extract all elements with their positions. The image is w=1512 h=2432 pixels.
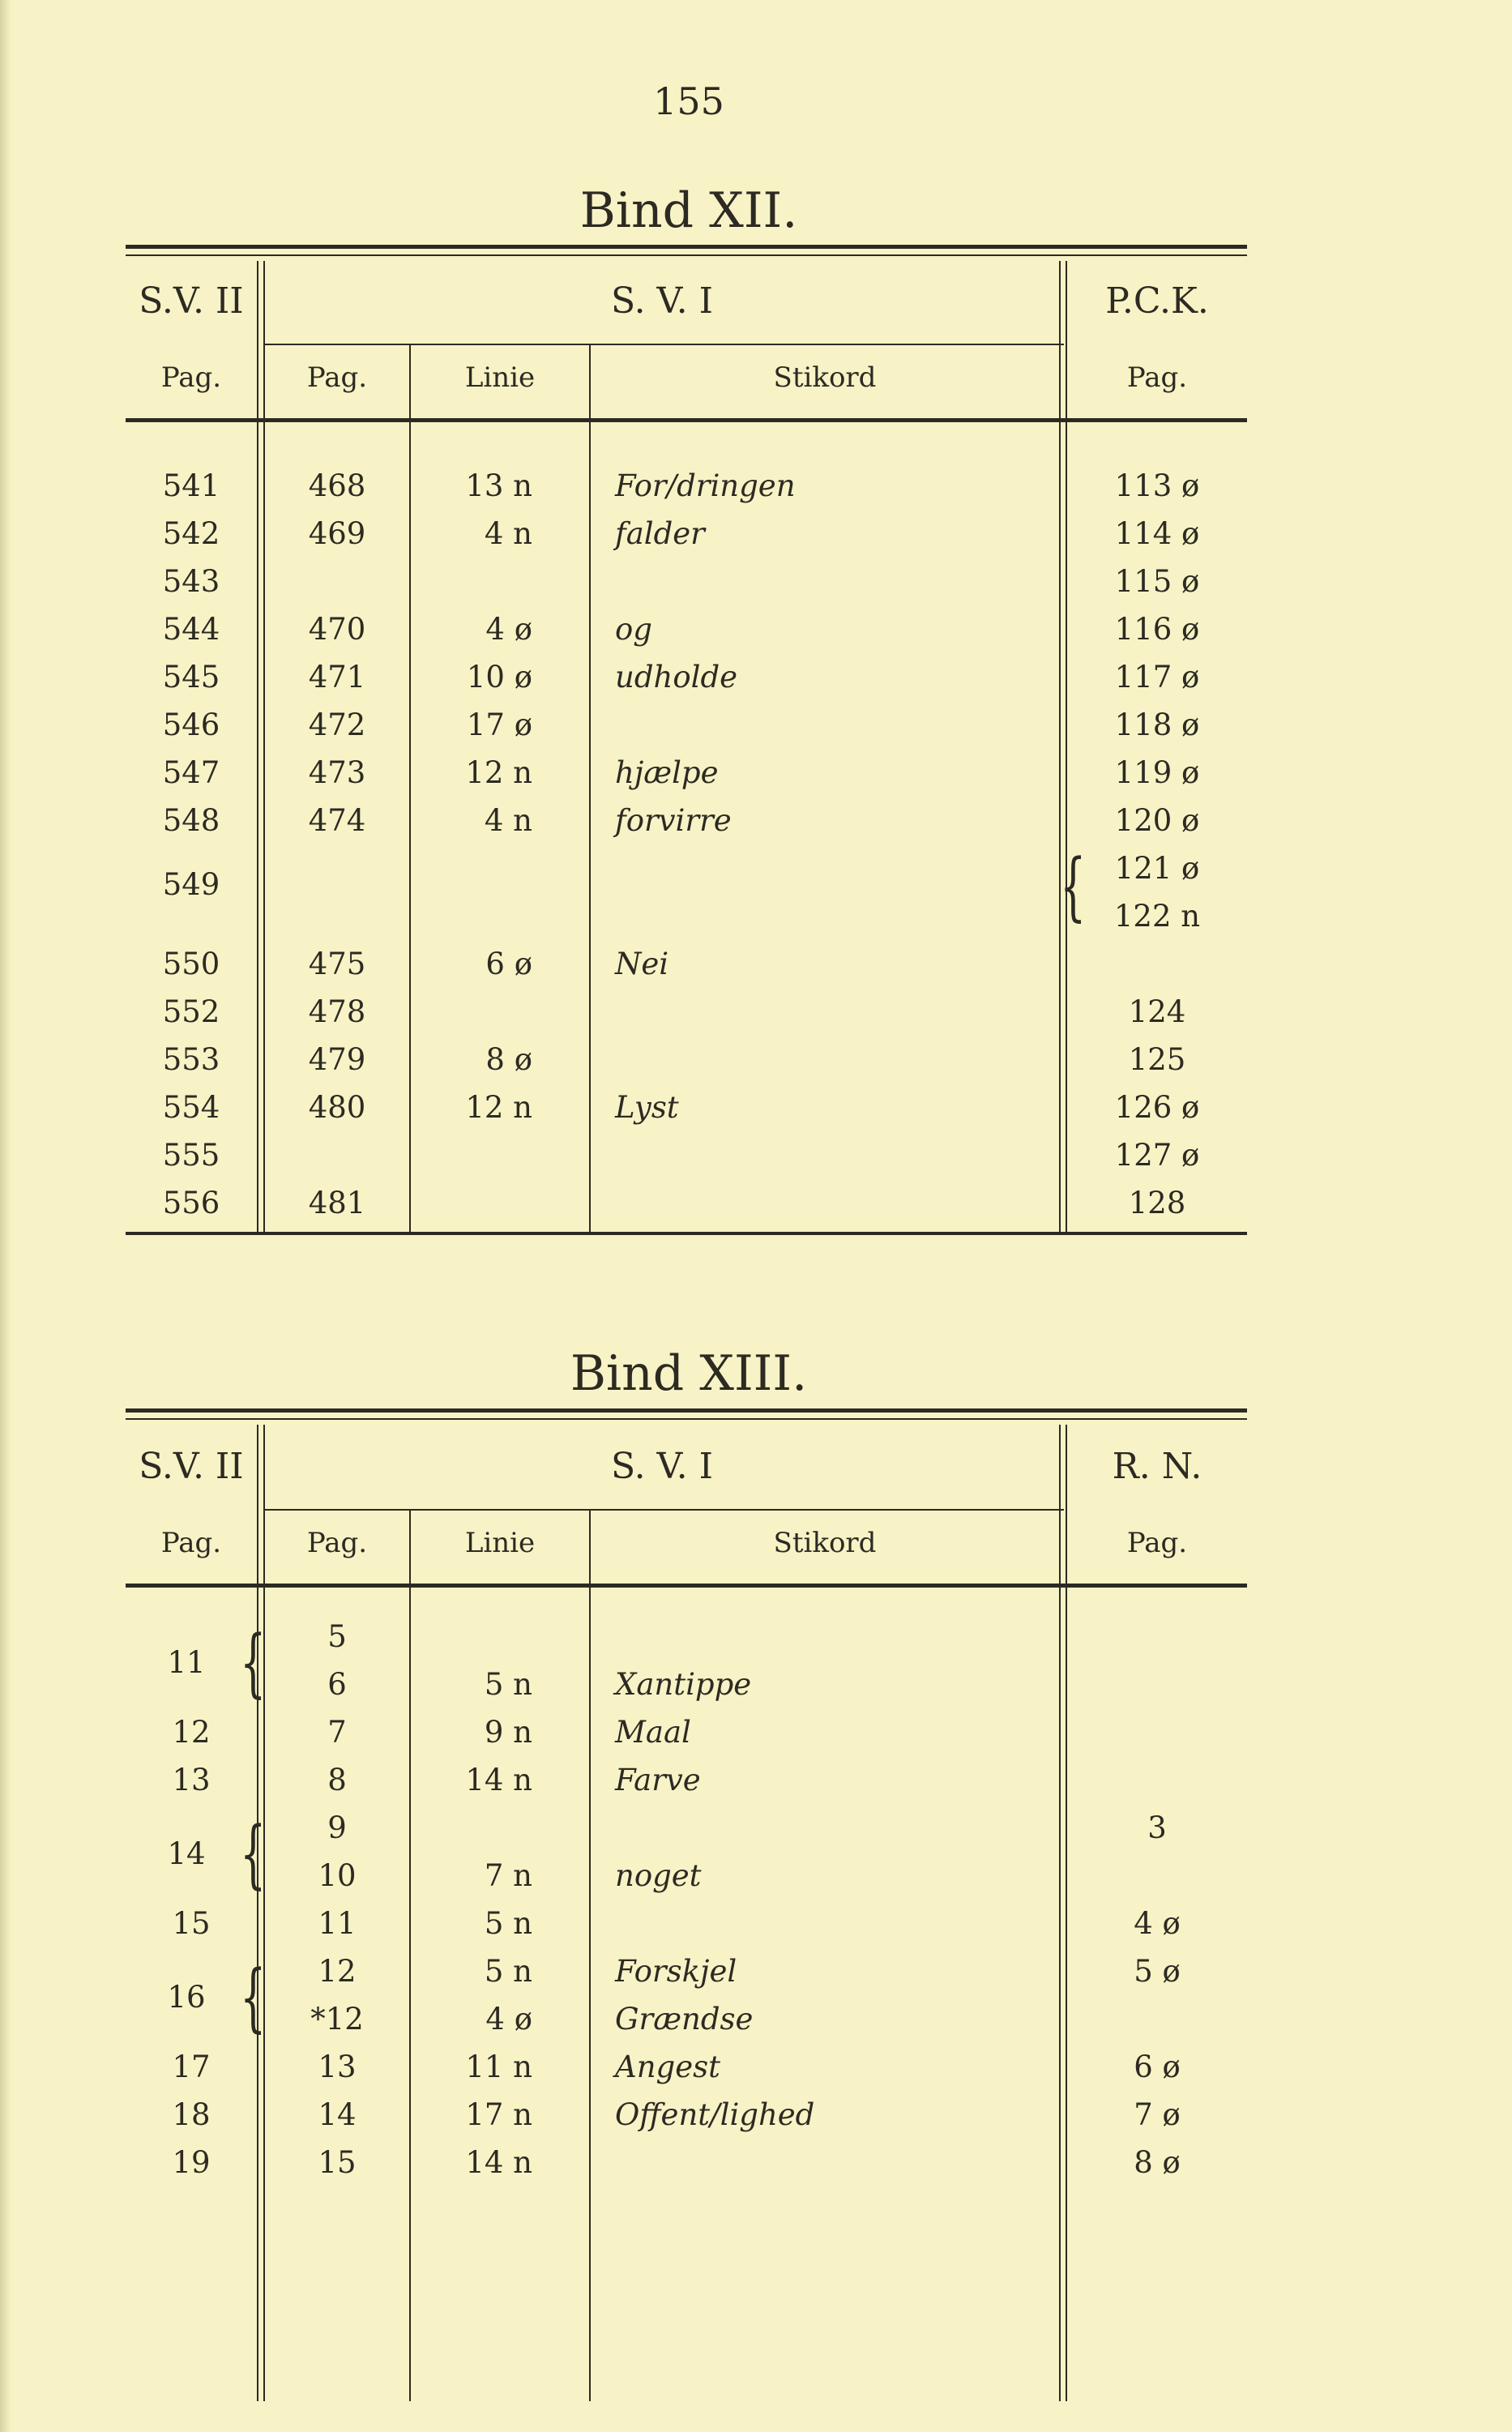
cell-linie: 5 n xyxy=(484,1667,532,1702)
cell-pag-right: 124 xyxy=(1128,994,1186,1029)
cell-linie: 7 n xyxy=(484,1858,532,1893)
col-header-linie: Linie xyxy=(464,1527,536,1559)
cell-sv1-pag: 479 xyxy=(308,1042,366,1077)
cell-sv1-pag: 7 xyxy=(327,1715,347,1750)
cell-sv2-pag: 543 xyxy=(162,564,220,599)
col-header-pag: Pag. xyxy=(306,361,368,394)
col-header-linie: Linie xyxy=(464,361,536,394)
cell-sv1-pag: 480 xyxy=(308,1090,366,1125)
cell-stikord: Maal xyxy=(615,1715,691,1750)
cell-linie: 4 n xyxy=(484,516,532,551)
cell-sv1-pag: 475 xyxy=(308,947,366,981)
merged-row-label: 14 xyxy=(167,1836,206,1871)
cell-sv1-pag: 9 xyxy=(327,1810,347,1845)
col-header-pag: Pag. xyxy=(306,1527,368,1559)
merged-row-label: 16 xyxy=(167,1980,206,2015)
col-divider xyxy=(589,1511,591,2401)
merged-row-label: 11 xyxy=(167,1645,206,1680)
cell-pag-right: 125 xyxy=(1128,1042,1186,1077)
cell-pag-right: 8 ø xyxy=(1134,2145,1181,2180)
cell-sv2-pag: 544 xyxy=(162,612,220,647)
cell-pag-right: 127 ø xyxy=(1114,1138,1200,1173)
cell-pag-right: 126 ø xyxy=(1114,1090,1200,1125)
cell-linie: 10 ø xyxy=(466,660,532,695)
cell-sv2-pag: 18 xyxy=(172,2097,211,2132)
cell-sv2-pag: 547 xyxy=(162,755,220,790)
cell-stikord: Offent/lighed xyxy=(615,2097,815,2132)
cell-sv1-pag: 5 xyxy=(327,1619,347,1654)
cell-pag-right: 115 ø xyxy=(1114,564,1200,599)
col-divider xyxy=(263,261,265,1232)
cell-stikord: og xyxy=(615,612,652,647)
cell-sv2-pag: 548 xyxy=(162,803,220,838)
section-title: Bind XII. xyxy=(579,182,798,239)
cell-stikord: Grændse xyxy=(615,2002,754,2037)
index-table xyxy=(126,1408,1247,2401)
cell-sv1-pag: 469 xyxy=(308,516,366,551)
cell-linie: 17 ø xyxy=(466,707,532,742)
col-header-pag: Pag. xyxy=(1126,361,1188,394)
brace-icon: { xyxy=(240,1810,267,1897)
cell-stikord: Xantippe xyxy=(615,1667,752,1702)
cell-sv1-pag: 15 xyxy=(318,2145,357,2180)
cell-sv1-pag: 10 xyxy=(318,1858,357,1893)
cell-sv1-pag: 478 xyxy=(308,994,366,1029)
table-bottom-rule xyxy=(126,1232,1247,1235)
col-divider xyxy=(257,1425,258,2401)
cell-linie: 12 n xyxy=(465,755,532,790)
cell-pag-right: 121 ø xyxy=(1114,851,1200,886)
cell-linie: 17 n xyxy=(465,2097,532,2132)
table-top-rule xyxy=(126,245,1247,249)
cell-stikord: Lyst xyxy=(615,1090,679,1125)
group-header-sv2: S.V. II xyxy=(139,280,244,322)
col-divider xyxy=(1059,1425,1061,2401)
table-top-rule xyxy=(126,1408,1247,1413)
cell-sv1-pag: 474 xyxy=(308,803,366,838)
cell-linie: 13 n xyxy=(465,468,532,503)
cell-sv1-pag: *12 xyxy=(310,2002,364,2037)
cell-stikord: Angest xyxy=(615,2049,720,2084)
cell-pag-right: 7 ø xyxy=(1134,2097,1181,2132)
cell-stikord: hjælpe xyxy=(615,755,719,790)
cell-linie: 5 n xyxy=(484,1906,532,1941)
cell-pag-right: 114 ø xyxy=(1114,516,1200,551)
table-top-rule-thin xyxy=(126,1418,1247,1420)
cell-sv1-pag: 473 xyxy=(308,755,366,790)
group-header-sv1: S. V. I xyxy=(611,1446,713,1487)
cell-linie: 4 n xyxy=(484,803,532,838)
cell-stikord: forvirre xyxy=(615,803,732,838)
group-divider-rule xyxy=(265,1509,1064,1511)
col-header-pag: Pag. xyxy=(160,1527,222,1559)
cell-sv1-pag: 12 xyxy=(318,1954,357,1989)
cell-sv2-pag: 554 xyxy=(162,1090,220,1125)
cell-sv1-pag: 11 xyxy=(318,1906,357,1941)
cell-sv1-pag: 13 xyxy=(318,2049,357,2084)
page-edge-shadow xyxy=(0,0,11,2432)
cell-stikord: Nei xyxy=(615,947,669,981)
col-divider xyxy=(1066,261,1067,1232)
page-number: 155 xyxy=(653,79,724,123)
cell-sv2-pag: 546 xyxy=(162,707,220,742)
cell-pag-right: 4 ø xyxy=(1134,1906,1181,1941)
cell-stikord: noget xyxy=(615,1858,702,1893)
table-top-rule-thin xyxy=(126,254,1247,256)
header-bottom-rule xyxy=(126,1584,1247,1588)
cell-pag-right: 3 xyxy=(1147,1810,1167,1845)
cell-linie: 5 n xyxy=(484,1954,532,1989)
section-title: Bind XIII. xyxy=(570,1345,808,1402)
cell-pag-right: 6 ø xyxy=(1134,2049,1181,2084)
index-table xyxy=(126,245,1247,1235)
col-header-pag: Pag. xyxy=(160,361,222,394)
cell-pag-right: 117 ø xyxy=(1114,660,1200,695)
cell-sv2-pag: 552 xyxy=(162,994,220,1029)
cell-sv1-pag: 14 xyxy=(318,2097,357,2132)
cell-sv2-pag: 556 xyxy=(162,1186,220,1220)
col-header-pag: Pag. xyxy=(1126,1527,1188,1559)
cell-pag-right: 5 ø xyxy=(1134,1954,1181,1989)
cell-pag-right: 128 xyxy=(1128,1186,1186,1220)
cell-linie: 12 n xyxy=(465,1090,532,1125)
group-header-pck: P.C.K. xyxy=(1105,280,1209,322)
cell-stikord: udholde xyxy=(615,660,738,695)
cell-sv2-pag: 555 xyxy=(162,1138,220,1173)
brace-icon: { xyxy=(240,1619,267,1706)
header-bottom-rule xyxy=(126,418,1247,422)
cell-sv2-pag: 550 xyxy=(162,947,220,981)
col-divider xyxy=(257,261,258,1232)
cell-stikord: falder xyxy=(615,516,705,551)
cell-linie: 11 n xyxy=(465,2049,532,2084)
cell-stikord: For/dringen xyxy=(615,468,796,503)
cell-pag-right: 113 ø xyxy=(1114,468,1200,503)
cell-sv1-pag: 472 xyxy=(308,707,366,742)
group-divider-rule xyxy=(265,344,1064,345)
cell-sv2-pag: 19 xyxy=(172,2145,211,2180)
cell-sv2-pag: 542 xyxy=(162,516,220,551)
group-header-rn: R. N. xyxy=(1112,1446,1202,1487)
cell-linie: 8 ø xyxy=(485,1042,532,1077)
brace-icon: { xyxy=(1060,843,1087,930)
cell-linie: 14 n xyxy=(465,2145,532,2180)
cell-stikord: Forskjel xyxy=(615,1954,737,1989)
group-header-sv1: S. V. I xyxy=(611,280,713,322)
cell-pag-right: 116 ø xyxy=(1114,612,1200,647)
cell-sv2-pag: 541 xyxy=(162,468,220,503)
cell-stikord: Farve xyxy=(615,1763,701,1797)
cell-sv2-pag: 545 xyxy=(162,660,220,695)
cell-linie: 4 ø xyxy=(485,2002,532,2037)
merged-row-label: 549 xyxy=(162,867,220,902)
col-header-stikord: Stikord xyxy=(773,361,877,394)
cell-linie: 4 ø xyxy=(485,612,532,647)
cell-sv2-pag: 12 xyxy=(172,1715,211,1750)
cell-pag-right: 122 n xyxy=(1113,899,1201,934)
col-divider xyxy=(1059,261,1061,1232)
cell-linie: 9 n xyxy=(484,1715,532,1750)
cell-sv2-pag: 553 xyxy=(162,1042,220,1077)
cell-sv1-pag: 470 xyxy=(308,612,366,647)
cell-pag-right: 120 ø xyxy=(1114,803,1200,838)
col-header-stikord: Stikord xyxy=(773,1527,877,1559)
cell-sv1-pag: 8 xyxy=(327,1763,347,1797)
brace-icon: { xyxy=(240,1954,267,2041)
cell-linie: 6 ø xyxy=(485,947,532,981)
cell-sv1-pag: 6 xyxy=(327,1667,347,1702)
cell-sv1-pag: 481 xyxy=(308,1186,366,1220)
cell-sv2-pag: 17 xyxy=(172,2049,211,2084)
cell-linie: 14 n xyxy=(465,1763,532,1797)
group-header-sv2: S.V. II xyxy=(139,1446,244,1487)
cell-pag-right: 119 ø xyxy=(1114,755,1200,790)
cell-sv1-pag: 468 xyxy=(308,468,366,503)
cell-sv1-pag: 471 xyxy=(308,660,366,695)
cell-sv2-pag: 13 xyxy=(172,1763,211,1797)
cell-sv2-pag: 15 xyxy=(172,1906,211,1941)
col-divider xyxy=(589,345,591,1232)
cell-pag-right: 118 ø xyxy=(1114,707,1200,742)
